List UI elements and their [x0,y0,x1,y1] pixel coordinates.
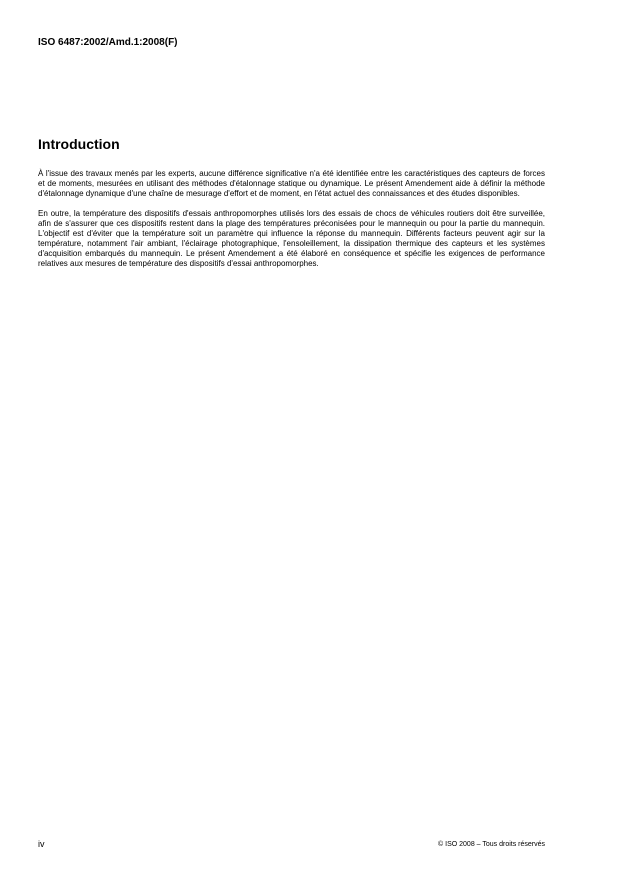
section-title: Introduction [38,136,120,152]
paragraph-2: En outre, la température des dispositifs d'essais anthropomorphes utilisés lors des essais de chocs de véhicules routiers doit être surveillée, afin de s'assurer que ces dispositifs restent dans la plage des températures préconisées pour le mannequin ou pour la partie du mannequin. L'objectif est d'éviter que la température soit un paramètre qui influence la réponse du mannequin. Différents facteurs peuvent agir sur la température, notamment l'air ambiant, l'éclairage photographique, l'ensoleillement, la dissipation thermique des capteurs et les systèmes d'acquisition embarqués du mannequin. Le présent Amendement a été élaboré en conséquence et spécifie les exigences de performance relatives aux mesures de température des dispositifs d'essai anthropomorphes. [38,209,545,268]
paragraph-1: À l'issue des travaux menés par les experts, aucune différence significative n'a été identifiée entre les caractéristiques des capteurs de forces et de moments, mesurées en utilisant des méthodes d'étalonnage statique ou dynamique. Le présent Amendement aide à définir la méthode d'étalonnage dynamique d'une chaîne de mesurage d'effort et de moment, en l'état actuel des connaissances et des études disponibles. [38,169,545,198]
copyright-notice: © ISO 2008 – Tous droits réservés [438,841,545,848]
document-reference: ISO 6487:2002/Amd.1:2008(F) [38,37,178,48]
page-number: iv [38,839,45,849]
section-body [38,169,545,279]
